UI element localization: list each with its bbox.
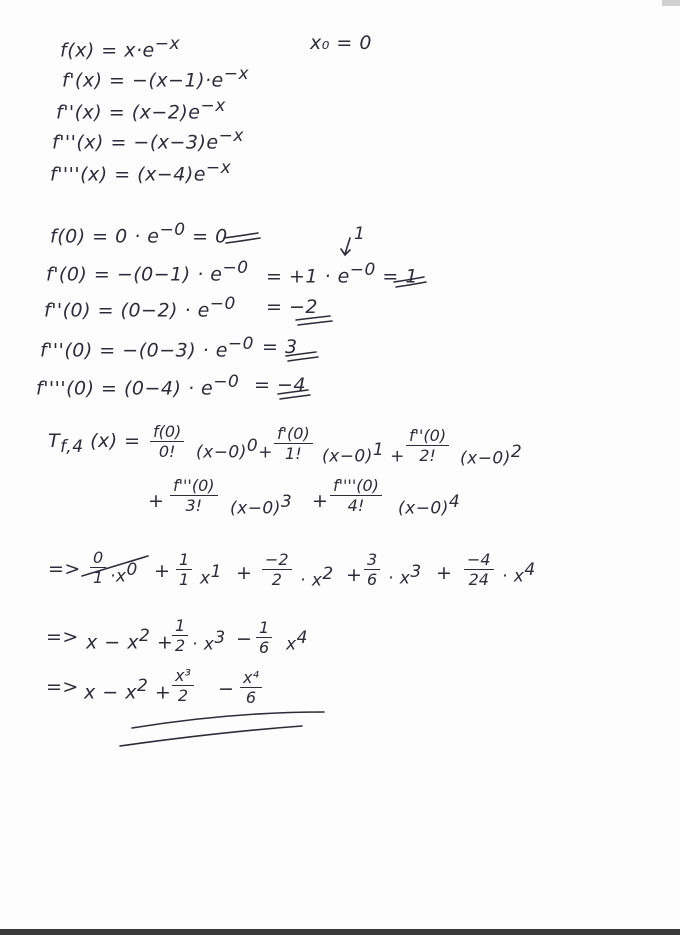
eval-f2-text: f''(0) = (0−2) · e bbox=[44, 299, 210, 322]
step3-h-den: 2 bbox=[172, 685, 194, 705]
step2-head-pow: 2 bbox=[139, 626, 151, 646]
step3-head-pow: 2 bbox=[137, 676, 149, 696]
step3-i-den: 6 bbox=[240, 687, 262, 707]
step1-plus-4: + bbox=[436, 562, 453, 584]
step1-d-den: 6 bbox=[364, 569, 380, 589]
final-underline-1 bbox=[132, 712, 324, 728]
step1-a-num: 0 bbox=[93, 548, 104, 567]
step2-g-tail-text: x bbox=[286, 634, 297, 655]
step3-head-text: x − x bbox=[84, 681, 137, 704]
step1-c-num: −2 bbox=[265, 550, 289, 569]
taylor-term0-den: 0! bbox=[150, 441, 184, 461]
taylor-lhs-t: T bbox=[48, 430, 61, 452]
taylor-term2-pow: 2 bbox=[510, 442, 523, 462]
step2-f-den: 2 bbox=[172, 635, 188, 655]
eval-f0-text: f(0) = 0 · e bbox=[50, 225, 160, 248]
underline-result-1 bbox=[394, 277, 426, 287]
step1-e-pow: 4 bbox=[524, 560, 536, 580]
underline-result-3 bbox=[286, 352, 318, 361]
step3-minus: − bbox=[218, 678, 235, 700]
taylor-term3-den: 3! bbox=[170, 495, 218, 515]
taylor-term4-tail-text: (x−0) bbox=[398, 498, 449, 519]
eval-f1-note: 1 bbox=[354, 224, 366, 244]
step2-f-tail-text: · x bbox=[192, 634, 215, 655]
step1-c-den: 2 bbox=[262, 569, 292, 589]
step2-arrow: => bbox=[46, 626, 79, 648]
eval-f2-exp: −0 bbox=[209, 294, 236, 314]
taylor-term1-num: f'(0) bbox=[277, 424, 310, 443]
underline-result-0 bbox=[224, 233, 260, 243]
step1-b-tail-text: x bbox=[200, 568, 211, 589]
taylor-term1-den: 1! bbox=[274, 443, 313, 463]
step1-a-tail-text: ·x bbox=[110, 566, 127, 587]
taylor-term4-num: f''''(0) bbox=[333, 476, 379, 495]
eval-f4-exp: −0 bbox=[213, 372, 240, 392]
final-underline-2 bbox=[120, 726, 302, 746]
taylor-plus-1: + bbox=[258, 442, 273, 463]
scan-corner bbox=[662, 0, 680, 6]
step1-b-num: 1 bbox=[179, 550, 190, 569]
taylor-term4-den: 4! bbox=[330, 495, 382, 515]
taylor-term2-tail-text: (x−0) bbox=[460, 448, 511, 469]
eval-f3-result: = 3 bbox=[262, 336, 298, 358]
step3-plus: + bbox=[154, 681, 172, 704]
taylor-plus-4: + bbox=[312, 490, 329, 512]
underline-result-m2 bbox=[296, 316, 332, 325]
derivative-f4-exp: −x bbox=[205, 158, 232, 178]
eval-f4-text: f''''(0) = (0−4) · e bbox=[36, 377, 214, 400]
step3-h-num: x³ bbox=[175, 666, 191, 685]
step1-c-pow: 2 bbox=[322, 564, 334, 584]
derivative-f3-exp: −x bbox=[218, 126, 244, 146]
step3-arrow: => bbox=[46, 676, 79, 698]
step2-g-num: 1 bbox=[259, 618, 270, 637]
step1-plus-2: + bbox=[236, 562, 253, 584]
eval-f1-text: f'(0) = −(0−1) · e bbox=[46, 263, 223, 286]
x0-label: x₀ = 0 bbox=[310, 32, 372, 54]
taylor-term0-tail-text: (x−0) bbox=[196, 442, 247, 463]
step1-e-num: −4 bbox=[467, 550, 491, 569]
step1-plus-1: + bbox=[154, 560, 171, 582]
step3-i-num: x⁴ bbox=[243, 668, 259, 687]
step1-a-den: 1 bbox=[90, 567, 106, 587]
derivative-f2-text: f''(x) = (x−2)e bbox=[56, 101, 201, 124]
step1-d-tail-text: · x bbox=[388, 568, 411, 589]
eval-f1-result: = 1 bbox=[382, 265, 418, 288]
derivative-f1-text: f'(x) = −(x−1)·e bbox=[62, 69, 224, 92]
taylor-term2-num: f''(0) bbox=[409, 426, 447, 445]
taylor-plus-3: + bbox=[148, 490, 165, 512]
derivative-f-text: f(x) = x·e bbox=[60, 39, 155, 62]
derivative-f3-text: f'''(x) = −(x−3)e bbox=[52, 131, 219, 154]
taylor-term1-pow: 1 bbox=[372, 440, 385, 460]
taylor-term3-pow: 3 bbox=[280, 492, 293, 512]
step2-head-text: x − x bbox=[86, 631, 139, 654]
eval-f1-mid-exp: −0 bbox=[349, 260, 376, 280]
derivative-f1-exp: −x bbox=[223, 64, 250, 84]
step1-b-pow: 1 bbox=[210, 562, 222, 582]
eval-f3-exp: −0 bbox=[227, 334, 254, 354]
strike-zero-term bbox=[82, 556, 148, 576]
step1-e-den: 24 bbox=[464, 569, 494, 589]
step1-e-tail-text: · x bbox=[502, 566, 525, 587]
step1-a-pow: 0 bbox=[126, 560, 138, 580]
note-arrow bbox=[341, 238, 350, 255]
taylor-lhs-rest: (x) = bbox=[90, 430, 141, 452]
eval-f4-result: = −4 bbox=[254, 374, 306, 396]
taylor-term1-tail-text: (x−0) bbox=[322, 446, 373, 467]
taylor-plus-2: + bbox=[390, 446, 405, 467]
step1-b-den: 1 bbox=[176, 569, 192, 589]
derivative-f2-exp: −x bbox=[200, 96, 226, 116]
scan-bottom-edge bbox=[0, 929, 680, 935]
taylor-term0-pow: 0 bbox=[246, 436, 259, 456]
step1-arrow: => bbox=[48, 558, 81, 580]
eval-f0-result: = 0 bbox=[192, 225, 228, 248]
taylor-term4-pow: 4 bbox=[448, 492, 461, 512]
step2-f-pow: 3 bbox=[214, 628, 226, 648]
step1-c-tail-text: · x bbox=[300, 570, 323, 591]
step1-d-num: 3 bbox=[367, 550, 378, 569]
taylor-term3-num: f'''(0) bbox=[173, 476, 215, 495]
taylor-term0-num: f(0) bbox=[153, 422, 182, 441]
eval-f0-exp: −0 bbox=[159, 220, 186, 240]
step2-g-den: 6 bbox=[256, 637, 272, 657]
taylor-term2-den: 2! bbox=[406, 445, 449, 465]
derivative-f4-text: f''''(x) = (x−4)e bbox=[50, 163, 206, 186]
underline-result-m4 bbox=[278, 390, 310, 399]
eval-f1-mid-text: = +1 · e bbox=[266, 265, 350, 288]
derivative-f-exp: −x bbox=[154, 34, 181, 54]
step2-f-num: 1 bbox=[175, 616, 186, 635]
step1-plus-3: + bbox=[346, 564, 363, 586]
taylor-term3-tail-text: (x−0) bbox=[230, 498, 281, 519]
step2-minus: − bbox=[236, 628, 253, 650]
step1-d-pow: 3 bbox=[410, 562, 422, 582]
step2-plus: + bbox=[156, 631, 174, 654]
eval-f2-result: = −2 bbox=[266, 296, 318, 318]
eval-f3-text: f'''(0) = −(0−3) · e bbox=[40, 339, 228, 362]
step2-g-pow: 4 bbox=[296, 628, 308, 648]
eval-f1-exp: −0 bbox=[222, 258, 249, 278]
taylor-lhs-sub: f,4 bbox=[60, 436, 84, 457]
